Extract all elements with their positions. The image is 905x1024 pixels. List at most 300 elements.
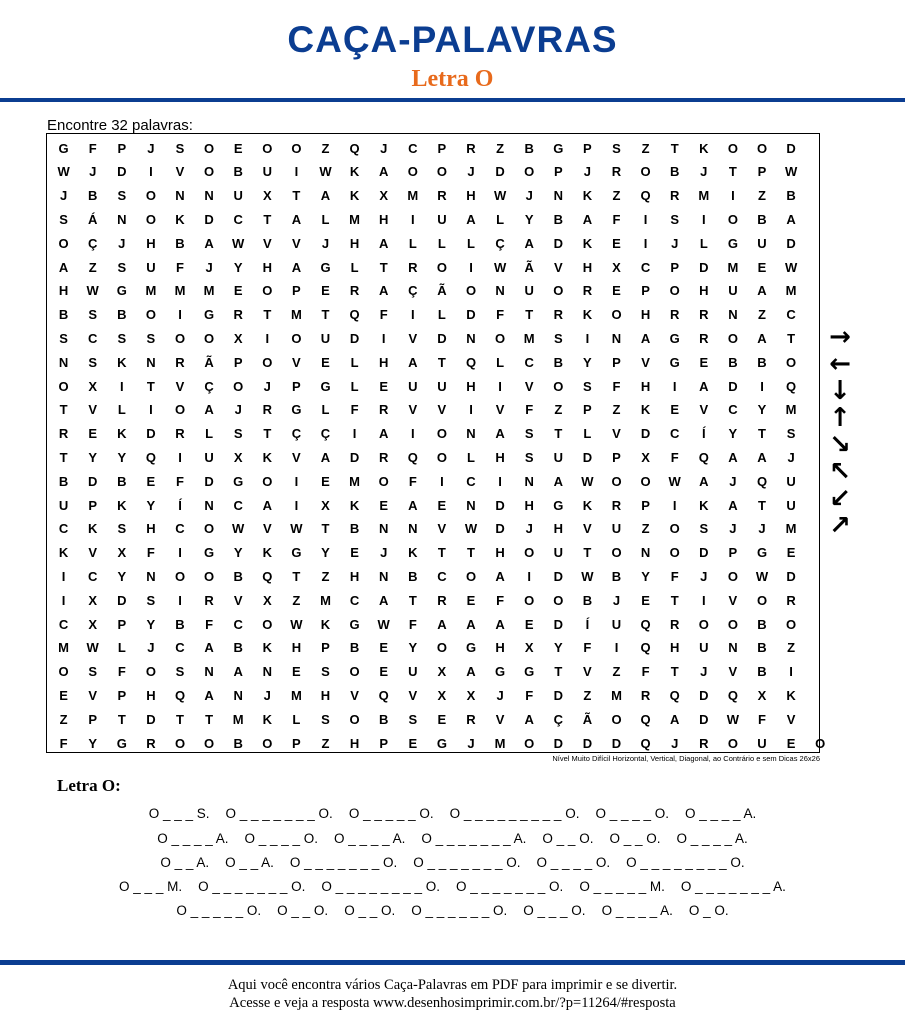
grid-letter: X <box>262 188 272 204</box>
grid-letter: U <box>786 473 796 489</box>
grid-letter: H <box>291 640 302 656</box>
grid-letter: O <box>611 545 622 561</box>
grid-letter: F <box>641 664 650 680</box>
grid-letter: Q <box>349 140 360 156</box>
clue-item: O _ _ O. <box>277 903 329 918</box>
grid-letter: S <box>670 211 680 227</box>
grid-letter: I <box>61 592 66 608</box>
grid-letter: Q <box>378 687 389 703</box>
grid-letter: H <box>320 687 331 703</box>
grid-letter: L <box>350 259 359 275</box>
grid-letter: R <box>378 402 389 418</box>
grid-letter: F <box>496 592 505 608</box>
clue-row <box>0 805 905 823</box>
grid-letter: N <box>728 640 738 656</box>
grid-letter: N <box>117 211 127 227</box>
grid-letter: A <box>699 378 709 394</box>
grid-letter: O <box>786 616 797 632</box>
grid-letter: B <box>611 568 622 584</box>
clue-item: O _ _ _ _ _ _ _ A. <box>421 831 527 846</box>
grid-letter: G <box>524 664 535 680</box>
grid-letter: L <box>408 235 417 251</box>
grid-letter: D <box>349 449 360 465</box>
grid-letter: O <box>174 735 186 751</box>
grid-letter: R <box>349 283 360 299</box>
grid-letter: D <box>146 426 156 442</box>
grid-letter: U <box>262 164 272 180</box>
grid-letter: O <box>727 211 738 227</box>
grid-letter: O <box>465 283 477 299</box>
bottom-divider <box>0 960 905 965</box>
level-note: Nível Muito Difícil Horizontal, Vertical, Diagonal, ao Contrário e sem Dicas 26x26 <box>552 754 820 763</box>
grid-letter: I <box>61 568 66 584</box>
grid-letter: W <box>86 640 99 656</box>
grid-letter: L <box>117 640 126 656</box>
grid-letter: H <box>495 449 505 465</box>
grid-letter: R <box>553 307 563 323</box>
grid-letter: Q <box>465 354 477 370</box>
grid-letter: P <box>583 402 592 418</box>
grid-letter: Ã <box>524 259 534 275</box>
grid-letter: O <box>553 592 564 608</box>
grid-letter: L <box>437 307 446 323</box>
grid-letter: S <box>146 330 156 346</box>
grid-letter: B <box>58 473 69 489</box>
grid-letter: R <box>611 164 622 180</box>
grid-letter: W <box>290 521 303 537</box>
grid-letter: N <box>611 330 622 346</box>
grid-letter: P <box>757 164 767 180</box>
grid-letter: V <box>175 378 185 394</box>
grid-letter: Y <box>146 497 156 513</box>
grid-letter: V <box>262 521 272 537</box>
grid-letter: Z <box>583 687 592 703</box>
grid-letter: K <box>640 402 651 418</box>
word-search-grid <box>46 133 826 753</box>
grid-letter: B <box>757 616 767 632</box>
grid-letter: J <box>205 259 213 275</box>
grid-letter: D <box>204 211 214 227</box>
grid-letter: T <box>408 592 417 608</box>
grid-letter: K <box>582 188 593 204</box>
grid-letter: Y <box>583 354 592 370</box>
grid-letter: Z <box>641 140 650 156</box>
grid-letter: L <box>117 402 126 418</box>
grid-letter: O <box>727 140 738 156</box>
grid-letter: O <box>727 735 738 751</box>
grid-letter: U <box>437 378 447 394</box>
grid-letter: U <box>408 664 418 680</box>
grid-letter: L <box>467 235 475 251</box>
grid-letter: T <box>59 402 68 418</box>
grid-letter: R <box>408 259 418 275</box>
grid-letter: O <box>524 592 535 608</box>
grid-letter: J <box>380 545 388 561</box>
grid-letter: V <box>292 354 301 370</box>
clue-item: O _ _ _ _ _ O. <box>348 806 434 821</box>
grid-letter: O <box>611 711 622 727</box>
grid-letter: O <box>669 545 680 561</box>
grid-letter: C <box>87 330 98 346</box>
grid-letter: Z <box>321 140 330 156</box>
grid-letter: R <box>611 497 622 513</box>
grid-letter: H <box>466 188 476 204</box>
grid-letter: L <box>205 426 214 442</box>
grid-letter: Ç <box>204 378 214 394</box>
grid-letter: O <box>58 235 69 251</box>
grid-letter: M <box>320 592 331 608</box>
grid-letter: Z <box>59 711 68 727</box>
grid-letter: G <box>116 283 127 299</box>
grid-letter: F <box>117 664 126 680</box>
grid-letter: M <box>232 711 244 727</box>
grid-letter: O <box>204 568 215 584</box>
clues-title: Letra O: <box>57 776 121 795</box>
grid-letter: S <box>175 664 185 680</box>
grid-letter: R <box>699 307 709 323</box>
grid-letter: I <box>410 307 415 323</box>
clue-item: O _ _ O. <box>609 831 661 846</box>
grid-letter: B <box>117 473 127 489</box>
grid-letter: A <box>524 711 534 727</box>
grid-letter: A <box>408 354 418 370</box>
grid-letter: E <box>233 283 243 299</box>
grid-letter: E <box>379 378 389 394</box>
grid-letter: F <box>670 449 679 465</box>
grid-letter: O <box>204 140 215 156</box>
grid-letter: P <box>612 354 621 370</box>
grid-letter: E <box>757 259 767 275</box>
grid-letter: O <box>262 616 273 632</box>
grid-letter: G <box>727 235 738 251</box>
grid-letter: K <box>349 188 360 204</box>
grid-letter: T <box>263 307 272 323</box>
grid-letter: O <box>58 664 69 680</box>
grid-letter: L <box>467 449 475 465</box>
grid-letter: N <box>495 283 505 299</box>
grid-letter: X <box>321 497 330 513</box>
grid-letter: H <box>640 378 651 394</box>
clue-item: O _ _ _ _ A. <box>676 831 748 846</box>
grid-letter: K <box>262 711 272 727</box>
grid-letter: Ç <box>553 711 563 727</box>
clue-item: O _ _ _ _ A. <box>157 831 229 846</box>
grid-letter: H <box>699 283 709 299</box>
grid-letter: Ç <box>87 235 98 251</box>
grid-letter: R <box>466 140 476 156</box>
grid-letter: Z <box>88 259 97 275</box>
clue-item: O _ _ _ M. <box>119 879 183 894</box>
grid-letter: B <box>757 640 767 656</box>
grid-letter: O <box>174 330 186 346</box>
grid-letter: T <box>321 521 330 537</box>
grid-letter: Y <box>321 545 330 561</box>
grid-letter: M <box>349 473 361 489</box>
grid-letter: V <box>786 711 796 727</box>
grid-letter: V <box>699 402 709 418</box>
grid-letter: I <box>469 402 473 418</box>
grid-letter: Q <box>640 616 651 632</box>
grid-letter: E <box>59 687 68 703</box>
grid-letter: S <box>612 140 621 156</box>
grid-letter: U <box>611 616 622 632</box>
grid-letter: W <box>668 473 681 489</box>
grid-letter: P <box>612 449 621 465</box>
grid-letter: O <box>204 164 215 180</box>
grid-letter: X <box>641 449 650 465</box>
grid-letter: D <box>495 497 505 513</box>
grid-letter: A <box>320 188 331 204</box>
grid-letter: S <box>117 188 127 204</box>
grid-letter: I <box>701 592 706 608</box>
grid-letter: U <box>611 521 622 537</box>
grid-letter: V <box>553 259 563 275</box>
grid-letter: T <box>437 545 446 561</box>
grid-letter: M <box>727 259 739 275</box>
grid-letter: O <box>291 140 302 156</box>
grid-letter: K <box>582 307 593 323</box>
grid-letter: I <box>265 330 270 346</box>
grid-letter: C <box>58 616 69 632</box>
grid-letter: G <box>553 497 564 513</box>
grid-letter: X <box>524 640 534 656</box>
grid-letter: J <box>787 449 795 465</box>
grid-letter: I <box>119 378 124 394</box>
grid-letter: G <box>553 140 564 156</box>
grid-letter: I <box>294 497 299 513</box>
grid-letter: L <box>496 211 505 227</box>
grid-letter: R <box>640 687 651 703</box>
grid-letter: N <box>146 568 156 584</box>
grid-letter: O <box>145 664 156 680</box>
grid-letter: R <box>58 426 69 442</box>
grid-letter: I <box>760 378 764 394</box>
grid-letter: B <box>378 711 389 727</box>
grid-letter: N <box>233 687 243 703</box>
grid-letter: S <box>88 354 98 370</box>
grid-letter: P <box>553 164 563 180</box>
grid-letter: B <box>233 164 243 180</box>
grid-letter: B <box>408 568 418 584</box>
grid-letter: W <box>377 616 390 632</box>
grid-letter: J <box>700 568 708 584</box>
grid-letter: J <box>380 140 388 156</box>
grid-letter: Q <box>698 449 709 465</box>
grid-letter: S <box>146 592 156 608</box>
grid-letter: P <box>292 283 301 299</box>
grid-letter: O <box>349 664 360 680</box>
grid-letter: O <box>233 378 244 394</box>
grid-letter: G <box>320 259 331 275</box>
grid-letter: L <box>437 235 446 251</box>
grid-letter: T <box>205 711 214 727</box>
grid-letter: Á <box>87 211 98 227</box>
grid-letter: D <box>553 616 563 632</box>
grid-letter: Y <box>524 211 534 227</box>
grid-letter: M <box>785 283 797 299</box>
grid-letter: F <box>379 307 388 323</box>
grid-letter: H <box>146 235 156 251</box>
grid-letter: Y <box>408 640 418 656</box>
grid-letter: A <box>378 426 389 442</box>
grid-letter: O <box>640 164 651 180</box>
grid-letter: W <box>57 164 70 180</box>
grid-letter: V <box>728 592 738 608</box>
grid-letter: U <box>553 545 563 561</box>
grid-letter: E <box>786 735 796 751</box>
grid-letter: T <box>787 330 796 346</box>
grid-letter: A <box>553 473 563 489</box>
grid-letter: G <box>756 545 768 561</box>
grid-letter: D <box>349 330 360 346</box>
grid-letter: J <box>729 521 737 537</box>
grid-letter: T <box>263 211 272 227</box>
grid-letter: X <box>233 330 243 346</box>
grid-letter: A <box>378 592 389 608</box>
grid-letter: W <box>493 188 507 204</box>
grid-letter: M <box>523 330 535 346</box>
grid-letter: G <box>291 402 302 418</box>
clue-item: O _ _ _ S. <box>148 806 210 821</box>
grid-letter: N <box>58 354 69 370</box>
grid-letter: V <box>350 687 359 703</box>
grid-letter: A <box>757 449 767 465</box>
grid-letter: Y <box>146 616 156 632</box>
grid-letter: I <box>178 307 182 323</box>
grid-letter: F <box>205 616 214 632</box>
grid-letter: R <box>699 330 709 346</box>
grid-letter: P <box>292 378 301 394</box>
grid-letter: N <box>204 188 214 204</box>
grid-letter: J <box>467 735 475 751</box>
grid-letter: Q <box>174 687 186 703</box>
grid-letter: P <box>379 735 389 751</box>
grid-letter: K <box>582 235 593 251</box>
grid-letter: M <box>407 188 419 204</box>
grid-letter: I <box>527 568 531 584</box>
clue-item: O _ _ _ O. <box>523 903 586 918</box>
grid-letter: O <box>436 449 447 465</box>
grid-letter: V <box>495 402 505 418</box>
grid-letter: I <box>294 473 299 489</box>
grid-letter: R <box>669 188 680 204</box>
grid-letter: L <box>292 711 301 727</box>
grid-letter: B <box>553 211 563 227</box>
grid-letter: K <box>117 426 127 442</box>
grid-letter: Q <box>349 307 360 323</box>
clue-row <box>0 854 905 872</box>
grid-letter: E <box>379 640 389 656</box>
clue-row <box>0 878 905 896</box>
grid-letter: Y <box>117 568 127 584</box>
grid-letter: M <box>174 283 186 299</box>
grid-letter: W <box>581 473 594 489</box>
grid-letter: B <box>175 235 185 251</box>
grid-letter: Z <box>758 188 766 204</box>
grid-letter: R <box>378 449 389 465</box>
grid-letter: O <box>553 283 564 299</box>
grid-letter: B <box>524 140 534 156</box>
grid-letter: Ç <box>495 235 505 251</box>
grid-letter: V <box>175 164 185 180</box>
grid-letter: A <box>728 497 738 513</box>
direction-arrow-icon: ← <box>829 349 851 379</box>
direction-arrow-icon: ↗ <box>829 511 851 541</box>
grid-letter: Q <box>640 188 651 204</box>
grid-letter: N <box>378 521 389 537</box>
grid-letter: L <box>496 354 505 370</box>
grid-letter: P <box>117 616 127 632</box>
grid-letter: Z <box>612 664 621 680</box>
grid-letter: Q <box>145 449 156 465</box>
grid-letter: D <box>786 235 796 251</box>
grid-letter: V <box>292 449 301 465</box>
grid-letter: J <box>525 188 533 204</box>
grid-letter: I <box>789 664 793 680</box>
grid-letter: N <box>466 426 476 442</box>
grid-letter: J <box>147 640 155 656</box>
grid-letter: F <box>496 307 505 323</box>
grid-letter: O <box>495 330 506 346</box>
grid-letter: D <box>553 735 563 751</box>
grid-letter: A <box>786 211 796 227</box>
grid-letter: B <box>553 354 563 370</box>
grid-letter: Q <box>640 735 651 751</box>
grid-letter: D <box>699 545 709 561</box>
grid-letter: O <box>727 616 738 632</box>
page-subtitle: Letra O <box>411 66 494 92</box>
grid-letter: D <box>87 473 98 489</box>
grid-letter: X <box>437 664 447 680</box>
grid-letter: G <box>233 473 244 489</box>
grid-letter: W <box>86 283 99 299</box>
grid-letter: W <box>464 521 478 537</box>
grid-letter: Ç <box>408 283 418 299</box>
grid-letter: O <box>262 735 273 751</box>
grid-letter: K <box>262 449 272 465</box>
grid-letter: O <box>640 473 651 489</box>
clue-item: O _ _ _ _ A. <box>334 831 406 846</box>
grid-letter: Z <box>641 521 650 537</box>
grid-letter: D <box>611 735 622 751</box>
grid-letter: H <box>640 307 651 323</box>
grid-letter: I <box>469 259 473 275</box>
grid-letter: Z <box>321 735 330 751</box>
grid-letter: O <box>145 188 156 204</box>
grid-letter: J <box>467 164 475 180</box>
grid-letter: I <box>410 426 415 442</box>
grid-letter: J <box>147 140 155 156</box>
clue-item: O _ _ _ _ _ _ _ _ _ O. <box>449 806 580 821</box>
grid-letter: B <box>349 521 360 537</box>
grid-letter: O <box>262 473 273 489</box>
grid-letter: T <box>292 188 301 204</box>
grid-letter: T <box>728 164 737 180</box>
grid-letter: N <box>466 330 476 346</box>
grid-letter: O <box>174 402 186 418</box>
grid-letter: H <box>553 521 563 537</box>
grid-letter: A <box>204 402 214 418</box>
grid-letter: N <box>204 497 214 513</box>
grid-letter: N <box>204 664 214 680</box>
grid-letter: E <box>350 545 359 561</box>
grid-letter: G <box>116 735 127 751</box>
grid-letter: H <box>349 568 360 584</box>
grid-letter: T <box>554 664 563 680</box>
grid-letter: A <box>728 449 738 465</box>
grid-letter: O <box>436 426 447 442</box>
grid-letter: K <box>408 545 418 561</box>
